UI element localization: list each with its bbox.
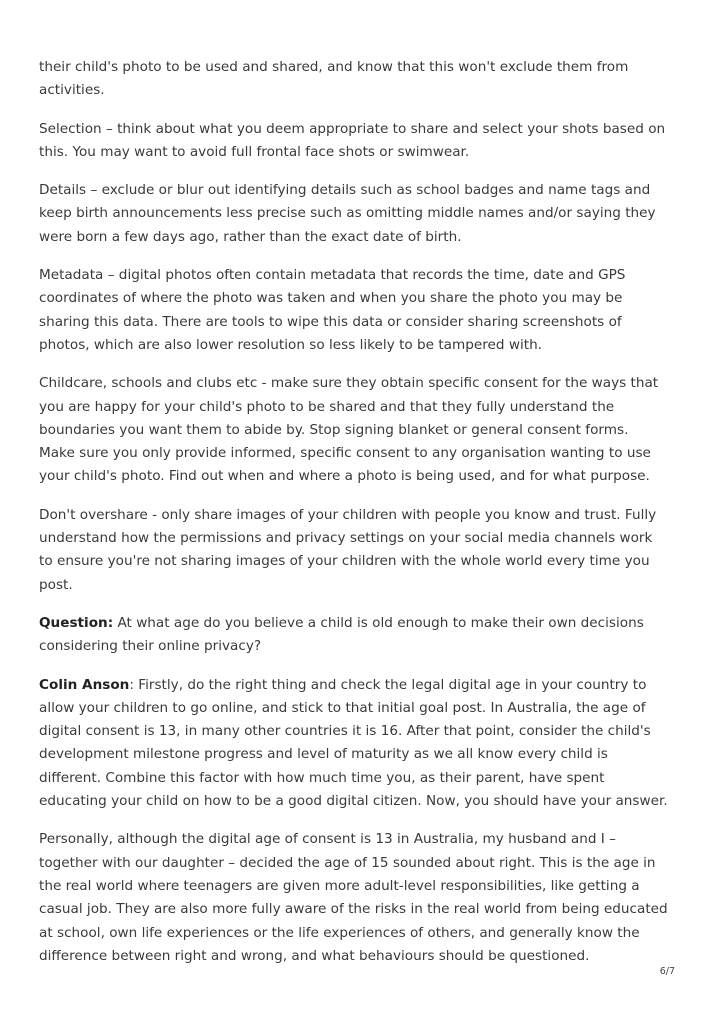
question-label: Question: (39, 614, 114, 631)
paragraph-metadata: Metadata – digital photos often contain metadata that records the time, date and GPS coordinates of where the photo was taken and when you share the photo you may be sharing this data. There are tools to wipe this data or consider sharing screenshots of photos, which are also lower resolution so less likely to be tampered with. (39, 267, 626, 353)
paragraph-details: Details – exclude or blur out identifying details such as school badges and name tags and keep birth announcements less precise such as omitting middle names and/or saying they were born a few days ago, rather than the exact date of birth. (39, 182, 656, 245)
answer-paragraph (39, 674, 687, 814)
paragraph-consent-continued: their child's photo to be used and shared, and know that this won't exclude them from activities. (39, 59, 629, 99)
answer-text: : Firstly, do the right thing and check the legal digital age in your country to allow your children to go online, and stick to that initial goal post. In Australia, the age of digital consent is 13, in many other countries it is 16. After that point, consider the child's development milestone progress and level of maturity as we all know every child is different. Combine this factor with how much time you, as their parent, have spent educating your child on how to be a good digital citizen. Now, you should have your answer. (39, 676, 668, 810)
page-number: 6/7 (659, 966, 675, 977)
question-text: At what age do you believe a child is old enough to make their own decisions considering their online privacy? (39, 614, 644, 655)
paragraph-selection: Selection – think about what you deem appropriate to share and select your shots based on this. You may want to avoid full frontal face shots or swimwear. (39, 120, 666, 160)
question-paragraph (39, 612, 687, 659)
paragraph-dont-overshare: Don't overshare - only share images of your children with people you know and trust. Fully understand how the permissions and privacy settings on your social media channels work to ensure you're not sharing images of your children with the whole world every time you post. (39, 506, 657, 593)
paragraph-childcare: Childcare, schools and clubs etc - make sure they obtain specific consent for the ways that you are happy for your child's photo to be shared and that they fully understand the boundaries you want them to abide by. Stop signing blanket or general consent forms. Make sure you only provide informed, specific consent to any organisation wanting to use your child's photo. Find out when and where a photo is being used, and for what purpose. (39, 375, 659, 485)
answer-speaker: Colin Anson (39, 676, 130, 693)
paragraph-closing: Personally, although the digital age of consent is 13 in Australia, my husband and I – together with our daughter – decided the age of 15 sounded about right. This is the age in the real world where teenagers are given more adult-level responsibilities, like getting a casual job. They are also more fully aware of the risks in the real world from being educated at school, own life experiences or the life experiences of others, and generally know the difference between right and wrong, and what behaviours should be questioned. (39, 831, 668, 964)
